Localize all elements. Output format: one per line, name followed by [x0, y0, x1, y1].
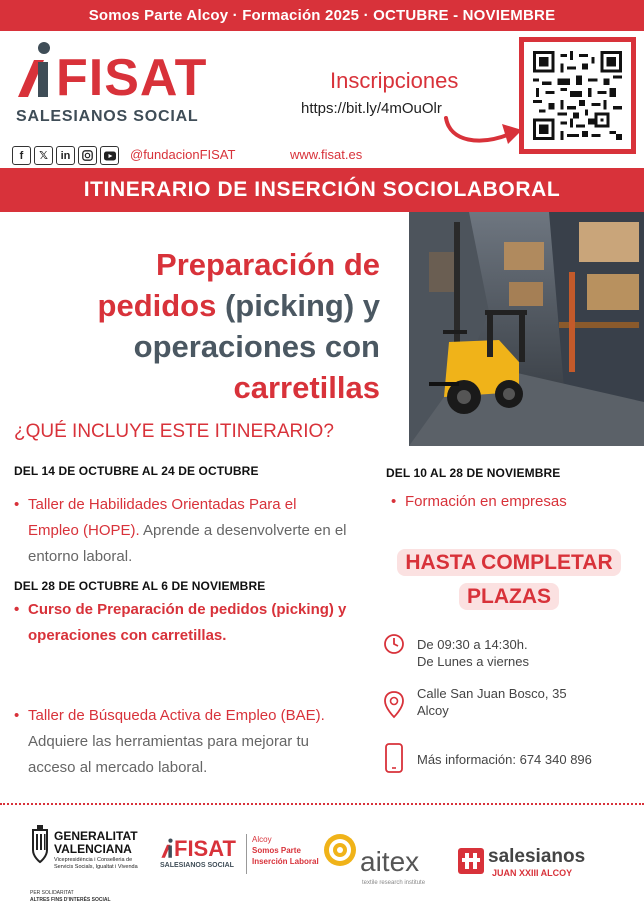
facebook-icon[interactable]: f	[12, 146, 31, 165]
bullet-icon: •	[391, 493, 397, 510]
course-title: Preparación de pedidos (picking) y operaciones con carretillas	[97, 247, 380, 405]
aitex-spiral-icon	[322, 832, 358, 868]
inscripciones-link[interactable]: https://bit.ly/4mOuOlr	[301, 100, 442, 117]
generalitat-logo: GENERALITAT VALENCIANA Vicepresidència i Conselleria de Servicis Socials, Igualtat i Vivenda PER SOLIDARITAT ALTRES FINS D'INTERÈS SOCIAL	[30, 824, 160, 912]
footer-logos	[0, 812, 644, 914]
top-banner: Somos Parte Alcoy · Formación 2025 · OCTUBRE - NOVIEMBRE	[0, 0, 644, 31]
social-handle[interactable]: @fundacionFISAT	[130, 147, 236, 162]
list-item-hope: • Taller de Habilidades Orientadas Para el Empleo (HOPE). Aprende a desenvolverte en el entorno laboral.	[28, 492, 348, 570]
salesianos-cross-icon	[458, 848, 484, 874]
fisat-logo-icon	[14, 42, 54, 102]
instagram-icon[interactable]	[78, 146, 97, 165]
youtube-icon[interactable]	[100, 146, 119, 165]
plazas-badge: HASTA COMPLETAR PLAZAS	[384, 546, 634, 616]
footer-divider	[0, 803, 644, 805]
schedule-info: De 09:30 a 14:30h. De Lunes a viernes	[417, 637, 530, 669]
includes-heading: ¿QUÉ INCLUYE ESTE ITINERARIO?	[14, 421, 334, 442]
bullet-icon: •	[14, 601, 20, 618]
fisat-logo	[12, 40, 222, 130]
fisat-footer-logo: FISAT SALESIANOS SOCIAL Alcoy Somos Parte Inserción Laboral	[160, 834, 320, 894]
phone-info: Más información: 674 340 896	[417, 752, 592, 767]
location-pin-icon	[383, 690, 405, 720]
period-2: DEL 28 DE OCTUBRE AL 6 DE NOVIEMBRE	[14, 579, 266, 593]
logo-word: FISAT	[56, 49, 208, 107]
logo-subtitle: SALESIANOS SOCIAL	[16, 108, 199, 125]
arrow-icon	[440, 112, 525, 152]
address-info: Calle San Juan Bosco, 35 Alcoy	[417, 686, 567, 718]
itinerary-band: ITINERARIO DE INSERCIÓN SOCIOLABORAL	[0, 168, 644, 212]
bullet-icon: •	[14, 496, 20, 513]
warehouse-forklift-photo	[409, 212, 644, 446]
phone-icon	[383, 742, 405, 774]
generalitat-shield-icon	[30, 824, 50, 864]
period-3: DEL 10 AL 28 DE NOVIEMBRE	[386, 466, 561, 480]
period-1: DEL 14 DE OCTUBRE AL 24 DE OCTUBRE	[14, 464, 259, 478]
x-icon[interactable]: 𝕏	[34, 146, 53, 165]
qr-code-icon	[533, 51, 622, 140]
qr-code[interactable]	[519, 37, 636, 154]
bullet-icon: •	[14, 707, 20, 724]
list-item-curso: • Curso de Preparación de pedidos (picking) y operaciones con carretillas.	[28, 597, 348, 649]
social-icons	[12, 146, 119, 165]
clock-icon	[383, 633, 405, 655]
salesianos-logo: salesianos JUAN XXIII ALCOY	[458, 846, 628, 886]
fisat-logo-icon	[160, 838, 174, 860]
inscripciones-label: Inscripciones	[330, 68, 459, 93]
list-item-bae: • Taller de Búsqueda Activa de Empleo (BAE). Adquiere las herramientas para mejorar tu acceso al mercado laboral.	[28, 703, 348, 781]
website-link[interactable]: www.fisat.es	[290, 147, 363, 162]
linkedin-icon[interactable]: in	[56, 146, 75, 165]
aitex-logo: aitex textile research institute	[322, 832, 446, 902]
list-item-empresas: • Formación en empresas	[405, 489, 635, 515]
